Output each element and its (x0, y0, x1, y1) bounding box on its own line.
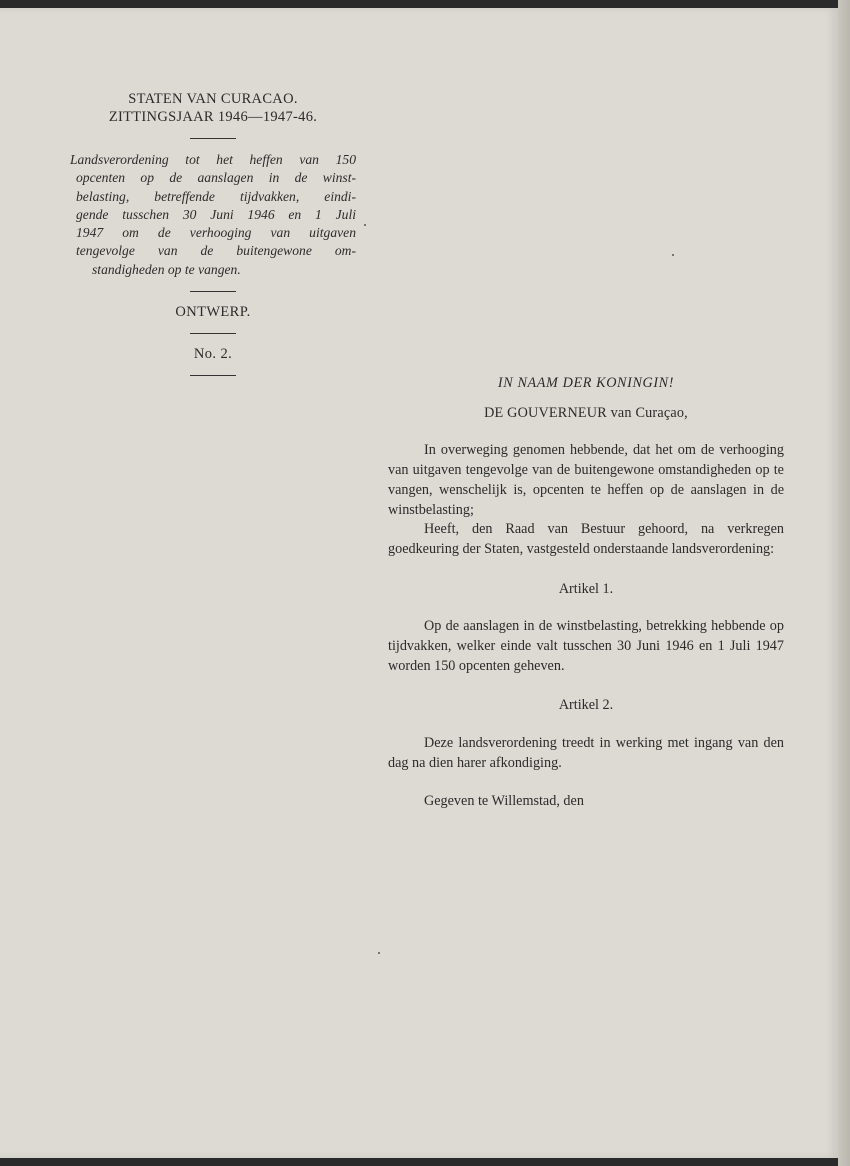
title-line: standigheden op te vangen. (92, 261, 241, 277)
divider (190, 291, 236, 292)
closing-line: Gegeven te Willemstad, den (424, 792, 584, 809)
divider (190, 138, 236, 139)
title-line: 1947 om de verhooging van uitgaven (76, 225, 356, 241)
header-line-2: ZITTINGSJAAR 1946—1947-46. (108, 109, 318, 125)
divider (190, 333, 236, 334)
title-line: gende tusschen 30 Juni 1946 en 1 Juli (76, 206, 356, 222)
preamble-paragraph: In overweging genomen hebbende, dat het om de verhooging van uitgaven tengevolge van de buitengewone omstandigheden op te vangen, wenschelijk is, opcenten te heffen op de aanslagen in de winstbelasting; (388, 442, 784, 518)
title-line: belasting, betreffende tijdvakken, eindi- (76, 188, 356, 204)
page-edge (838, 0, 850, 1166)
article-text: Op de aanslagen in de winstbelasting, betrekking hebbende op tijdvakken, welker einde valt tusschen 30 Juni 1946 en 1 Juli 1947 worden 150 opcenten geheven. (388, 618, 784, 674)
governor-line: DE GOUVERNEUR van Curaçao, (484, 404, 688, 421)
document-number: No. 2. (193, 346, 233, 363)
ordinance-body (388, 374, 784, 811)
ordinance-title (68, 151, 358, 279)
royal-heading: IN NAAM DER KONINGIN! (497, 375, 675, 391)
article-text: Deze landsverordening treedt in werking met ingang van den dag na dien harer afkondiging. (388, 735, 784, 771)
title-line: tengevolge van de buitengewone om- (76, 243, 356, 259)
draft-label: ONTWERP. (175, 304, 251, 321)
title-line: Landsverordening tot het heffen van 150 (70, 152, 356, 167)
divider (190, 375, 236, 376)
article-title: Artikel 1. (558, 580, 614, 597)
title-block (68, 90, 358, 388)
paper-speck (364, 224, 366, 226)
paper-speck (672, 254, 674, 256)
article-title: Artikel 2. (558, 697, 614, 714)
header-line-1: STATEN VAN CURACAO. (128, 91, 298, 107)
paper-speck (378, 952, 380, 954)
preamble-paragraph: Heeft, den Raad van Bestuur gehoord, na verkregen goedkeuring der Staten, vastgesteld onderstaande landsverordening: (388, 521, 784, 557)
title-line: opcenten op de aanslagen in de winst- (76, 170, 356, 186)
document-page (0, 8, 838, 1158)
